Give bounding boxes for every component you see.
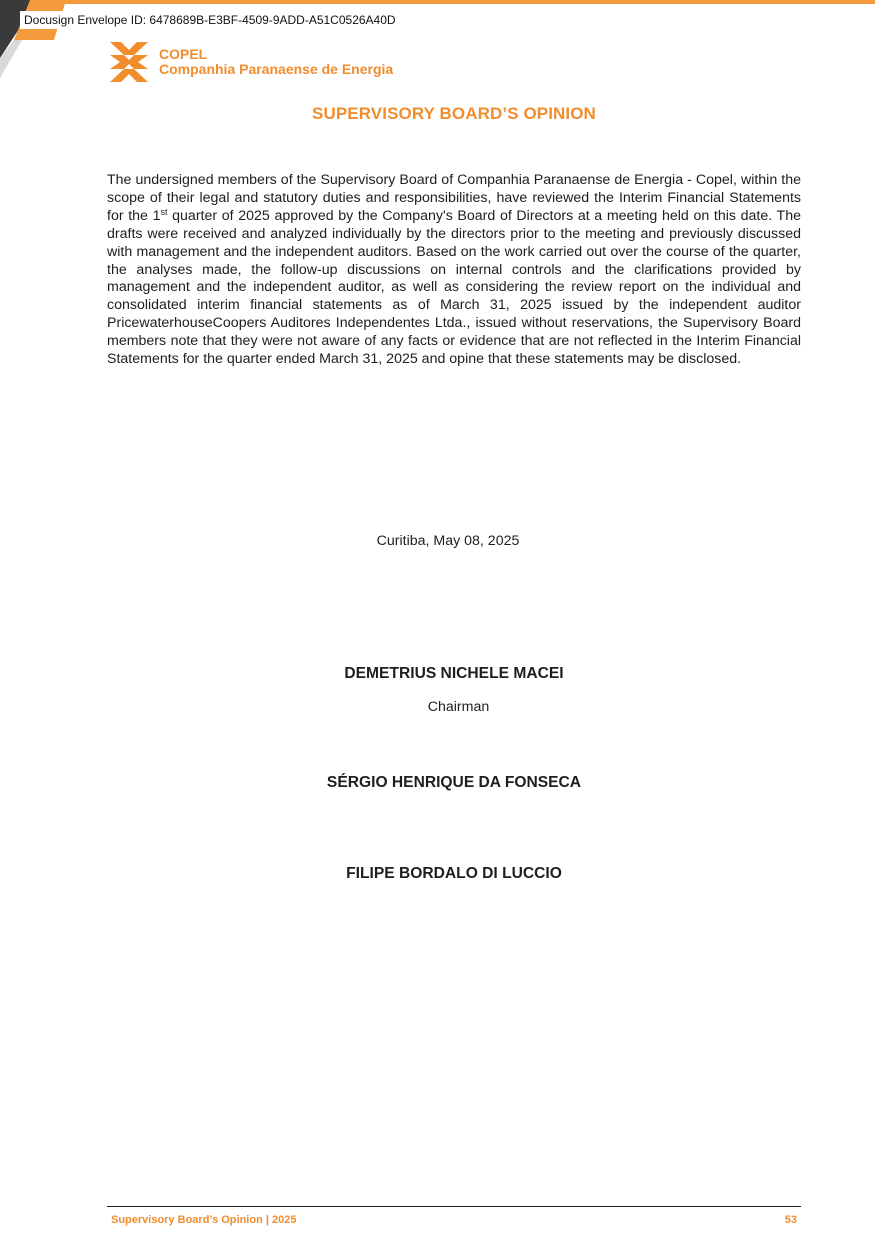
signatory-name-second: SÉRGIO HENRIQUE DA FONSECA [326, 774, 582, 791]
signatory-name-third: FILIPE BORDALO DI LUCCIO [346, 865, 562, 882]
logo-company-name: Companhia Paranaense de Energia [159, 61, 394, 77]
ordinal-superscript: st [160, 206, 168, 217]
company-logo [108, 42, 393, 82]
docusign-envelope-id: Docusign Envelope ID: 6478689B-E3BF-4509-9ADD-A51C0526A40D [20, 11, 400, 29]
opinion-paragraph [107, 172, 801, 369]
footer-section-label: Supervisory Board’s Opinion | 2025 [111, 1214, 297, 1226]
footer-divider [107, 1206, 801, 1207]
opinion-text-part-2: quarter of 2025 approved by the Company's Board of Directors at a meeting held on this date. The drafts were received and analyzed individually by the directors prior to the meeting and previously discussed with management and the independent auditors. Based on the work carried out over the course of the quarter, the analyses made, the follow-up discussions on internal controls and the clarifications provided by management and the independent auditor, as well as considering the review report on the individual and consolidated interim financial statements as of March 31, 2025 issued by the independent auditor PricewaterhouseCoopers Auditores Independentes Ltda., issued without reservations, the Supervisory Board members note that they were not aware of any facts or evidence that are not reflected in the Interim Financial Statements for the quarter ended March 31, 2025 and opine that these statements may be disclosed. [107, 207, 801, 368]
opinion-text-part-1: The undersigned members of the Supervisory Board of Companhia Paranaense de Energia - Copel, within the scope of their legal and statutory duties and responsibilities, have reviewed the Interim Financial Statements for the 1 [107, 172, 801, 224]
footer-page-number: 53 [784, 1214, 797, 1226]
signatory-role-chairman: Chairman [427, 699, 490, 715]
signatory-name-chairman: DEMETRIUS NICHELE MACEI [344, 665, 564, 682]
copel-logo-icon [108, 42, 150, 82]
place-and-date: Curitiba, May 08, 2025 [376, 533, 520, 549]
page-title: SUPERVISORY BOARD’S OPINION [312, 104, 596, 123]
top-accent-bar [0, 0, 875, 4]
logo-brand-name: COPEL [159, 46, 208, 62]
